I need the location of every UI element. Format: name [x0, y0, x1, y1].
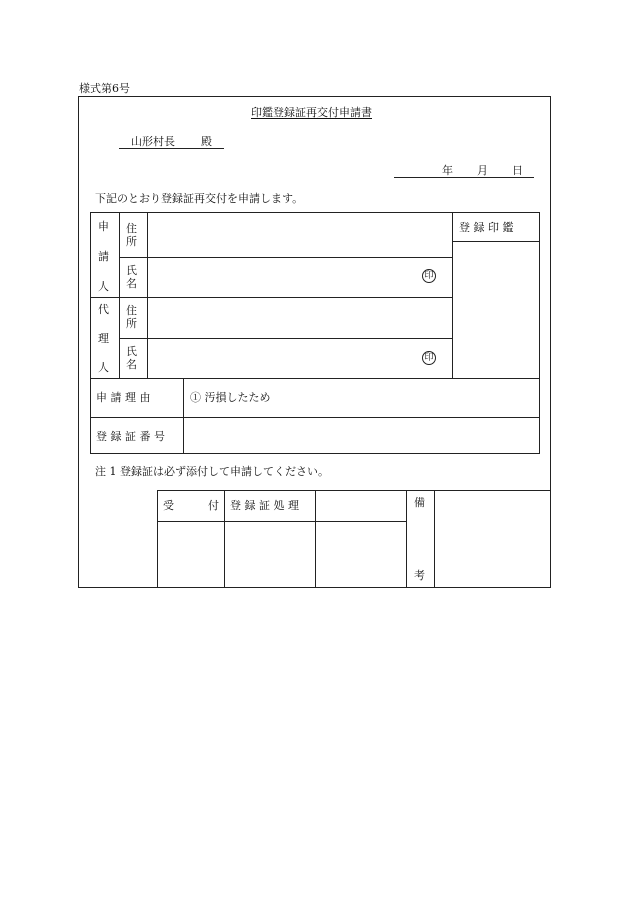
agent-label-3: 人: [98, 361, 109, 374]
registered-seal-label: 登 録 印 鑑: [459, 221, 514, 234]
agent-name-label-1: 氏: [126, 345, 137, 358]
office-col-3: [315, 490, 316, 588]
remarks-label-2: 考: [414, 569, 425, 582]
agent-address-label-1: 住: [126, 304, 137, 317]
number-top-line: [90, 417, 540, 418]
table-bottom-border: [90, 453, 540, 454]
intro-text: 下記のとおり登録証再交付を申請します。: [95, 192, 304, 205]
received-label-1: 受: [163, 499, 174, 512]
processing-label: 登 録 証 処 理: [230, 499, 299, 512]
sublabel-col-line: [147, 212, 148, 378]
applicant-label-2: 請: [98, 250, 109, 263]
note: 注 1 登録証は必ず添付して申請してください。: [95, 465, 329, 478]
applicant-name-label-2: 名: [126, 277, 137, 290]
remarks-label-1: 備: [414, 496, 425, 509]
agent-address-label-2: 所: [126, 317, 137, 330]
applicant-agent-divider: [90, 297, 452, 298]
applicant-seal-mark: 印: [422, 269, 436, 283]
date-month: 月: [477, 164, 488, 177]
received-label-2: 付: [208, 499, 219, 512]
date-year: 年: [442, 164, 453, 177]
date-day: 日: [512, 164, 523, 177]
applicant-address-label-2: 所: [126, 235, 137, 248]
reason-col-line: [183, 378, 184, 453]
agent-seal-mark: 印: [422, 351, 436, 365]
table-top-border: [90, 212, 540, 213]
office-col-1: [157, 490, 158, 588]
cert-number-label: 登 録 証 番 号: [96, 430, 165, 443]
office-col-5: [434, 490, 435, 588]
reason-value: ① 汚損したため: [190, 391, 271, 404]
applicant-label-3: 人: [98, 280, 109, 293]
applicant-label-1: 申: [98, 220, 109, 233]
label-col-line: [119, 212, 120, 378]
addressee-name: 山形村長: [131, 135, 175, 148]
office-table-top: [157, 490, 551, 491]
office-header-line: [157, 521, 406, 522]
reason-top-line: [90, 378, 540, 379]
agent-label-2: 理: [98, 332, 109, 345]
applicant-address-label-1: 住: [126, 222, 137, 235]
addressee-honorific: 殿: [201, 135, 212, 148]
form-title: 印鑑登録証再交付申請書: [251, 106, 372, 119]
seal-header-line: [452, 241, 540, 242]
date-underline: [394, 177, 534, 178]
reason-label: 申 請 理 由: [96, 391, 151, 404]
applicant-name-label-1: 氏: [126, 264, 137, 277]
agent-name-label-2: 名: [126, 358, 137, 371]
seal-col-line: [452, 212, 453, 378]
addressee-underline: [119, 148, 224, 149]
form-number: 様式第6号: [79, 82, 130, 95]
agent-row-divider: [119, 338, 452, 339]
agent-label-1: 代: [98, 303, 109, 316]
office-col-2: [224, 490, 225, 588]
applicant-row-divider: [119, 257, 452, 258]
office-col-4: [406, 490, 407, 588]
